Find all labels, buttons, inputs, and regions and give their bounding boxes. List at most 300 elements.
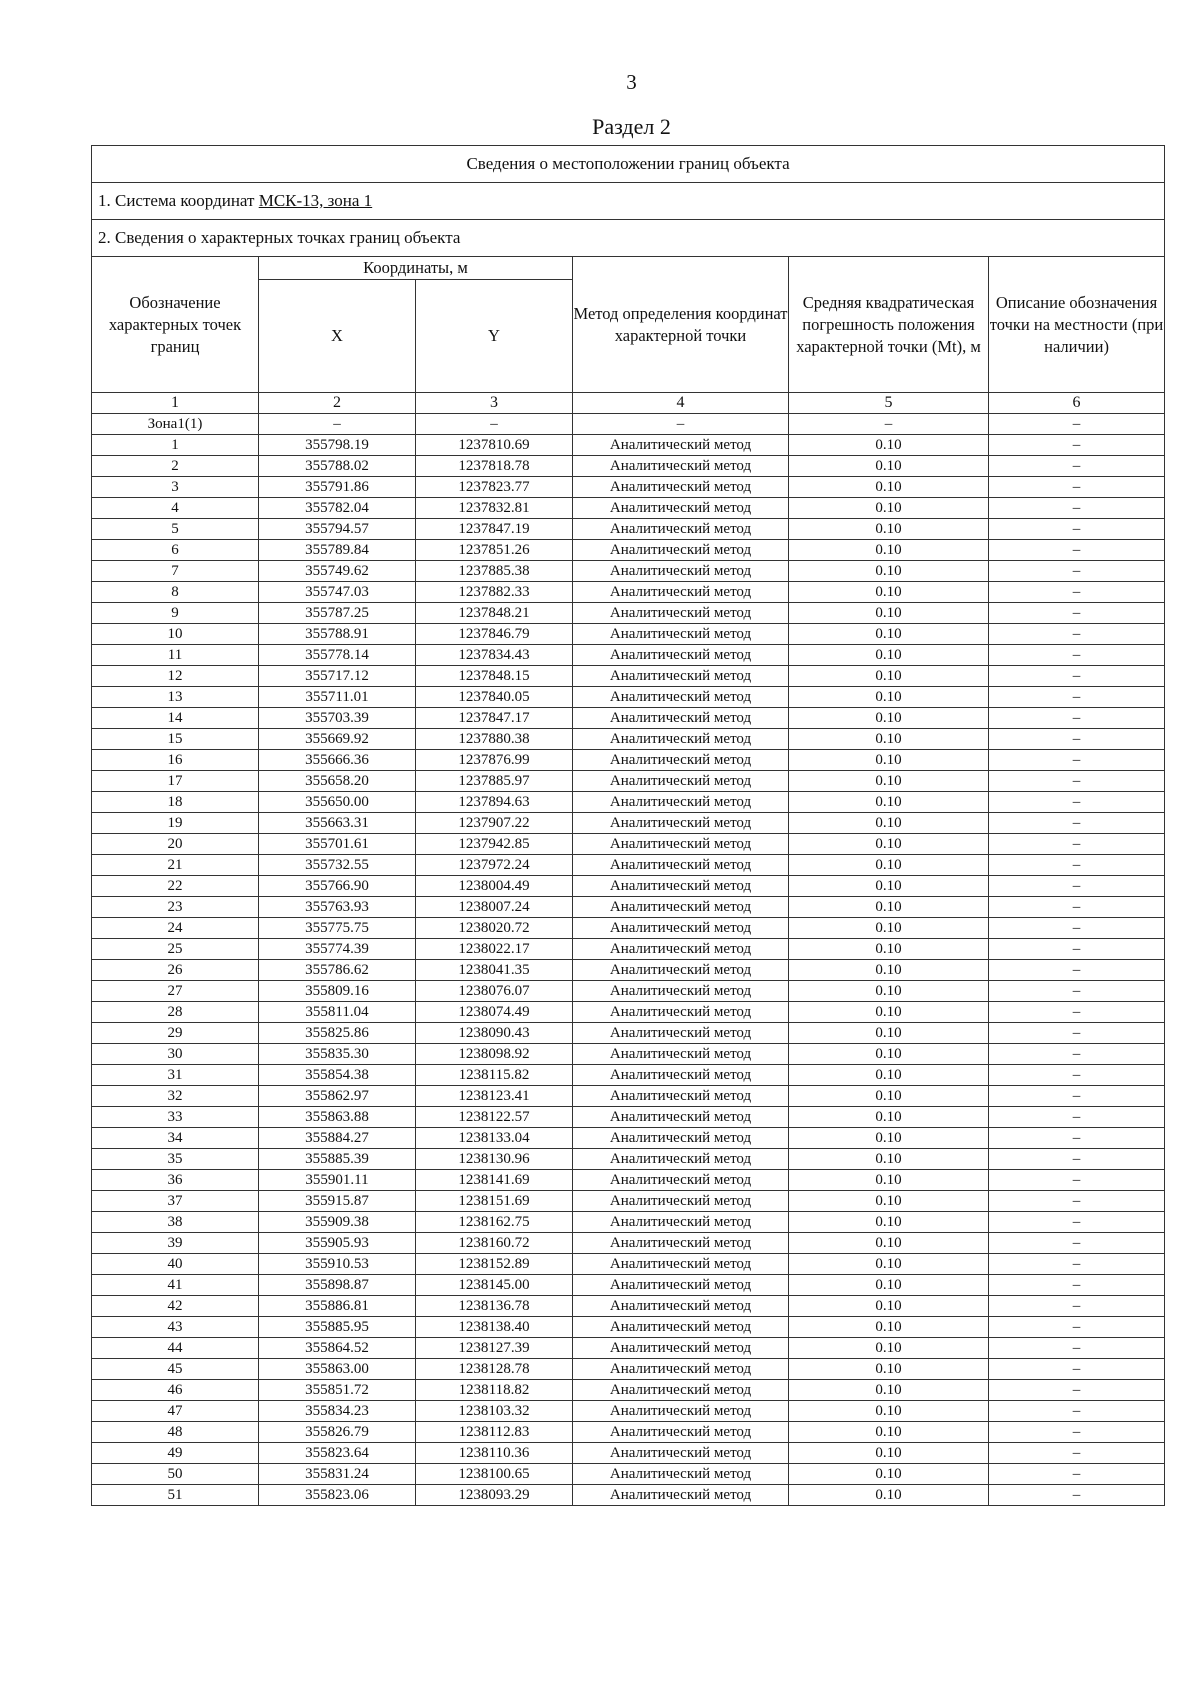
description-cell: – (989, 1254, 1165, 1275)
description-cell: – (989, 666, 1165, 687)
description-cell: – (989, 561, 1165, 582)
method-cell: Аналитический метод (573, 792, 789, 813)
accuracy-cell: 0.10 (789, 813, 989, 834)
method-cell: Аналитический метод (573, 561, 789, 582)
coord-x-cell: 355831.24 (259, 1464, 416, 1485)
description-cell: – (989, 498, 1165, 519)
accuracy-cell: 0.10 (789, 729, 989, 750)
coord-y-cell: 1238098.92 (416, 1044, 573, 1065)
description-cell: – (989, 939, 1165, 960)
coord-x-cell: 355863.88 (259, 1107, 416, 1128)
column-number: 3 (416, 393, 573, 414)
point-id-cell: 8 (92, 582, 259, 603)
coord-y-cell: 1238130.96 (416, 1149, 573, 1170)
table-row (92, 1422, 1165, 1443)
coord-x-cell: 355717.12 (259, 666, 416, 687)
method-cell: Аналитический метод (573, 1485, 789, 1506)
point-id-cell: 29 (92, 1023, 259, 1044)
coord-y-cell: 1237848.15 (416, 666, 573, 687)
coord-y-cell: 1237851.26 (416, 540, 573, 561)
zone-cell: – (573, 414, 789, 435)
point-id-cell: 34 (92, 1128, 259, 1149)
column-number: 6 (989, 393, 1165, 414)
point-id-cell: 44 (92, 1338, 259, 1359)
coord-x-cell: 355825.86 (259, 1023, 416, 1044)
header-y: Y (416, 280, 573, 393)
table-title: Сведения о местоположении границ объекта (92, 146, 1165, 183)
coord-y-cell: 1238162.75 (416, 1212, 573, 1233)
coord-y-cell: 1238004.49 (416, 876, 573, 897)
description-cell: – (989, 1296, 1165, 1317)
description-cell: – (989, 1233, 1165, 1254)
coord-x-cell: 355787.25 (259, 603, 416, 624)
description-cell: – (989, 729, 1165, 750)
method-cell: Аналитический метод (573, 1380, 789, 1401)
point-id-cell: 16 (92, 750, 259, 771)
table-row (92, 519, 1165, 540)
table-row (92, 1128, 1165, 1149)
coord-x-cell: 355864.52 (259, 1338, 416, 1359)
point-id-cell: 10 (92, 624, 259, 645)
zone-cell: – (789, 414, 989, 435)
description-cell: – (989, 645, 1165, 666)
point-id-cell: 30 (92, 1044, 259, 1065)
point-id-cell: 1 (92, 435, 259, 456)
table-row (92, 1443, 1165, 1464)
point-id-cell: 9 (92, 603, 259, 624)
point-id-cell: 49 (92, 1443, 259, 1464)
description-cell: – (989, 540, 1165, 561)
coord-x-cell: 355901.11 (259, 1170, 416, 1191)
point-id-cell: 38 (92, 1212, 259, 1233)
coord-y-cell: 1238138.40 (416, 1317, 573, 1338)
method-cell: Аналитический метод (573, 1422, 789, 1443)
accuracy-cell: 0.10 (789, 498, 989, 519)
point-id-cell: 23 (92, 897, 259, 918)
accuracy-cell: 0.10 (789, 1002, 989, 1023)
point-id-cell: 31 (92, 1065, 259, 1086)
description-cell: – (989, 1401, 1165, 1422)
method-cell: Аналитический метод (573, 1023, 789, 1044)
description-cell: – (989, 519, 1165, 540)
header-method: Метод определения координат характерной точки (573, 257, 789, 393)
method-cell: Аналитический метод (573, 1128, 789, 1149)
coord-x-cell: 355788.02 (259, 456, 416, 477)
coord-y-cell: 1237972.24 (416, 855, 573, 876)
accuracy-cell: 0.10 (789, 666, 989, 687)
coord-y-cell: 1238110.36 (416, 1443, 573, 1464)
method-cell: Аналитический метод (573, 834, 789, 855)
coord-y-cell: 1238100.65 (416, 1464, 573, 1485)
table-row (92, 1191, 1165, 1212)
table-row (92, 1254, 1165, 1275)
coord-y-cell: 1237880.38 (416, 729, 573, 750)
description-cell: – (989, 1464, 1165, 1485)
coord-y-cell: 1237847.19 (416, 519, 573, 540)
table-row (92, 1296, 1165, 1317)
description-cell: – (989, 1422, 1165, 1443)
table-row (92, 855, 1165, 876)
zone-cell: – (416, 414, 573, 435)
coord-x-cell: 355775.75 (259, 918, 416, 939)
coord-y-cell: 1238090.43 (416, 1023, 573, 1044)
coord-x-cell: 355910.53 (259, 1254, 416, 1275)
coord-y-cell: 1237834.43 (416, 645, 573, 666)
coord-y-cell: 1238123.41 (416, 1086, 573, 1107)
coord-y-cell: 1238115.82 (416, 1065, 573, 1086)
coord-x-cell: 355862.97 (259, 1086, 416, 1107)
accuracy-cell: 0.10 (789, 1128, 989, 1149)
method-cell: Аналитический метод (573, 1296, 789, 1317)
description-cell: – (989, 1086, 1165, 1107)
table-row (92, 456, 1165, 477)
accuracy-cell: 0.10 (789, 876, 989, 897)
point-id-cell: 33 (92, 1107, 259, 1128)
header-x: X (259, 280, 416, 393)
description-cell: – (989, 960, 1165, 981)
point-id-cell: 4 (92, 498, 259, 519)
method-cell: Аналитический метод (573, 1275, 789, 1296)
method-cell: Аналитический метод (573, 1086, 789, 1107)
coord-system-value: МСК-13, зона 1 (258, 191, 373, 210)
point-id-cell: 43 (92, 1317, 259, 1338)
point-id-cell: 45 (92, 1359, 259, 1380)
coord-y-cell: 1237885.38 (416, 561, 573, 582)
points-heading: 2. Сведения о характерных точках границ объекта (92, 220, 1165, 257)
page-number: 3 (626, 70, 637, 94)
point-id-cell: 42 (92, 1296, 259, 1317)
accuracy-cell: 0.10 (789, 1233, 989, 1254)
table-row (92, 1212, 1165, 1233)
table-row (92, 1359, 1165, 1380)
header-accuracy: Средняя квадратическая погрешность положения характерной точки (Mt), м (789, 257, 989, 393)
coord-x-cell: 355823.64 (259, 1443, 416, 1464)
table-row (92, 1149, 1165, 1170)
accuracy-cell: 0.10 (789, 1380, 989, 1401)
method-cell: Аналитический метод (573, 687, 789, 708)
description-cell: – (989, 456, 1165, 477)
method-cell: Аналитический метод (573, 855, 789, 876)
table-title-row (92, 146, 1165, 183)
coord-y-cell: 1237832.81 (416, 498, 573, 519)
table-row (92, 771, 1165, 792)
coord-x-cell: 355885.39 (259, 1149, 416, 1170)
table-row (92, 477, 1165, 498)
coord-y-cell: 1237876.99 (416, 750, 573, 771)
accuracy-cell: 0.10 (789, 960, 989, 981)
table-row (92, 561, 1165, 582)
coord-y-cell: 1238133.04 (416, 1128, 573, 1149)
accuracy-cell: 0.10 (789, 897, 989, 918)
accuracy-cell: 0.10 (789, 1338, 989, 1359)
coord-x-cell: 355798.19 (259, 435, 416, 456)
accuracy-cell: 0.10 (789, 477, 989, 498)
accuracy-cell: 0.10 (789, 519, 989, 540)
coord-x-cell: 355886.81 (259, 1296, 416, 1317)
table-row (92, 897, 1165, 918)
point-id-cell: 2 (92, 456, 259, 477)
coord-y-cell: 1238041.35 (416, 960, 573, 981)
method-cell: Аналитический метод (573, 1212, 789, 1233)
coord-y-cell: 1237818.78 (416, 456, 573, 477)
point-id-cell: 27 (92, 981, 259, 1002)
method-cell: Аналитический метод (573, 939, 789, 960)
coord-y-cell: 1238020.72 (416, 918, 573, 939)
coord-y-cell: 1238122.57 (416, 1107, 573, 1128)
description-cell: – (989, 1338, 1165, 1359)
description-cell: – (989, 897, 1165, 918)
table-row (92, 1275, 1165, 1296)
coord-y-cell: 1238022.17 (416, 939, 573, 960)
table-row (92, 645, 1165, 666)
method-cell: Аналитический метод (573, 540, 789, 561)
coord-x-cell: 355663.31 (259, 813, 416, 834)
accuracy-cell: 0.10 (789, 603, 989, 624)
section-title: Раздел 2 (592, 114, 671, 139)
coord-y-cell: 1238103.32 (416, 1401, 573, 1422)
description-cell: – (989, 624, 1165, 645)
coord-x-cell: 355791.86 (259, 477, 416, 498)
point-id-cell: 51 (92, 1485, 259, 1506)
accuracy-cell: 0.10 (789, 1485, 989, 1506)
coord-y-cell: 1238127.39 (416, 1338, 573, 1359)
description-cell: – (989, 1107, 1165, 1128)
coord-x-cell: 355823.06 (259, 1485, 416, 1506)
point-id-cell: 17 (92, 771, 259, 792)
table-row (92, 1044, 1165, 1065)
header-description: Описание обозначения точки на местности (при наличии) (989, 257, 1165, 393)
accuracy-cell: 0.10 (789, 624, 989, 645)
description-cell: – (989, 918, 1165, 939)
method-cell: Аналитический метод (573, 1443, 789, 1464)
table-row (92, 708, 1165, 729)
column-number: 4 (573, 393, 789, 414)
coord-x-cell: 355834.23 (259, 1401, 416, 1422)
coord-y-cell: 1237846.79 (416, 624, 573, 645)
coord-x-cell: 355658.20 (259, 771, 416, 792)
description-cell: – (989, 1317, 1165, 1338)
description-cell: – (989, 813, 1165, 834)
method-cell: Аналитический метод (573, 582, 789, 603)
description-cell: – (989, 477, 1165, 498)
coord-y-cell: 1238128.78 (416, 1359, 573, 1380)
coord-x-cell: 355732.55 (259, 855, 416, 876)
boundary-points-table (91, 145, 1165, 1506)
accuracy-cell: 0.10 (789, 1275, 989, 1296)
accuracy-cell: 0.10 (789, 645, 989, 666)
method-cell: Аналитический метод (573, 981, 789, 1002)
method-cell: Аналитический метод (573, 1338, 789, 1359)
table-row (92, 729, 1165, 750)
table-row (92, 918, 1165, 939)
point-id-cell: 39 (92, 1233, 259, 1254)
point-id-cell: 48 (92, 1422, 259, 1443)
point-id-cell: 7 (92, 561, 259, 582)
coord-y-cell: 1238076.07 (416, 981, 573, 1002)
method-cell: Аналитический метод (573, 750, 789, 771)
table-row (92, 834, 1165, 855)
accuracy-cell: 0.10 (789, 981, 989, 1002)
coord-x-cell: 355669.92 (259, 729, 416, 750)
coord-x-cell: 355788.91 (259, 624, 416, 645)
description-cell: – (989, 1212, 1165, 1233)
description-cell: – (989, 771, 1165, 792)
point-id-cell: 11 (92, 645, 259, 666)
coord-y-cell: 1238118.82 (416, 1380, 573, 1401)
coord-x-cell: 355749.62 (259, 561, 416, 582)
table-row (92, 603, 1165, 624)
table-row (92, 1485, 1165, 1506)
coord-y-cell: 1238093.29 (416, 1485, 573, 1506)
coord-y-cell: 1237907.22 (416, 813, 573, 834)
coord-x-cell: 355863.00 (259, 1359, 416, 1380)
coord-y-cell: 1238112.83 (416, 1422, 573, 1443)
accuracy-cell: 0.10 (789, 1191, 989, 1212)
description-cell: – (989, 708, 1165, 729)
point-id-cell: 13 (92, 687, 259, 708)
description-cell: – (989, 1128, 1165, 1149)
method-cell: Аналитический метод (573, 1107, 789, 1128)
point-id-cell: 35 (92, 1149, 259, 1170)
description-cell: – (989, 1044, 1165, 1065)
accuracy-cell: 0.10 (789, 1401, 989, 1422)
accuracy-cell: 0.10 (789, 561, 989, 582)
coord-x-cell: 355778.14 (259, 645, 416, 666)
coord-x-cell: 355885.95 (259, 1317, 416, 1338)
coord-y-cell: 1238074.49 (416, 1002, 573, 1023)
accuracy-cell: 0.10 (789, 1023, 989, 1044)
table-row (92, 498, 1165, 519)
coord-y-cell: 1238141.69 (416, 1170, 573, 1191)
accuracy-cell: 0.10 (789, 1065, 989, 1086)
zone-cell: – (259, 414, 416, 435)
coord-system-prefix: 1. Система координат (98, 191, 255, 210)
coord-system-row (92, 183, 1165, 220)
method-cell: Аналитический метод (573, 666, 789, 687)
accuracy-cell: 0.10 (789, 1086, 989, 1107)
coord-y-cell: 1237882.33 (416, 582, 573, 603)
coord-y-cell: 1238151.69 (416, 1191, 573, 1212)
coord-x-cell: 355711.01 (259, 687, 416, 708)
accuracy-cell: 0.10 (789, 834, 989, 855)
coord-x-cell: 355789.84 (259, 540, 416, 561)
description-cell: – (989, 687, 1165, 708)
coord-x-cell: 355915.87 (259, 1191, 416, 1212)
point-id-cell: 18 (92, 792, 259, 813)
method-cell: Аналитический метод (573, 645, 789, 666)
accuracy-cell: 0.10 (789, 540, 989, 561)
accuracy-cell: 0.10 (789, 771, 989, 792)
coord-x-cell: 355666.36 (259, 750, 416, 771)
accuracy-cell: 0.10 (789, 1296, 989, 1317)
table-row (92, 981, 1165, 1002)
method-cell: Аналитический метод (573, 1065, 789, 1086)
accuracy-cell: 0.10 (789, 1422, 989, 1443)
coord-x-cell: 355905.93 (259, 1233, 416, 1254)
point-id-cell: 47 (92, 1401, 259, 1422)
table-row (92, 1086, 1165, 1107)
accuracy-cell: 0.10 (789, 918, 989, 939)
description-cell: – (989, 1065, 1165, 1086)
method-cell: Аналитический метод (573, 1254, 789, 1275)
accuracy-cell: 0.10 (789, 1317, 989, 1338)
point-id-cell: 21 (92, 855, 259, 876)
method-cell: Аналитический метод (573, 897, 789, 918)
accuracy-cell: 0.10 (789, 1464, 989, 1485)
description-cell: – (989, 1443, 1165, 1464)
table-row (92, 435, 1165, 456)
accuracy-cell: 0.10 (789, 855, 989, 876)
point-id-cell: 5 (92, 519, 259, 540)
coord-y-cell: 1238136.78 (416, 1296, 573, 1317)
description-cell: – (989, 1380, 1165, 1401)
coord-x-cell: 355782.04 (259, 498, 416, 519)
table-row (92, 1380, 1165, 1401)
table-row (92, 1170, 1165, 1191)
coord-y-cell: 1238152.89 (416, 1254, 573, 1275)
point-id-cell: 3 (92, 477, 259, 498)
accuracy-cell: 0.10 (789, 1359, 989, 1380)
method-cell: Аналитический метод (573, 1191, 789, 1212)
accuracy-cell: 0.10 (789, 456, 989, 477)
column-numbers-row (92, 393, 1165, 414)
accuracy-cell: 0.10 (789, 939, 989, 960)
accuracy-cell: 0.10 (789, 1212, 989, 1233)
table-row (92, 1002, 1165, 1023)
coord-x-cell: 355766.90 (259, 876, 416, 897)
accuracy-cell: 0.10 (789, 582, 989, 603)
method-cell: Аналитический метод (573, 1044, 789, 1065)
coord-y-cell: 1237942.85 (416, 834, 573, 855)
method-cell: Аналитический метод (573, 1002, 789, 1023)
method-cell: Аналитический метод (573, 1464, 789, 1485)
coord-x-cell: 355774.39 (259, 939, 416, 960)
description-cell: – (989, 876, 1165, 897)
table-row (92, 1317, 1165, 1338)
column-number: 2 (259, 393, 416, 414)
coord-x-cell: 355851.72 (259, 1380, 416, 1401)
method-cell: Аналитический метод (573, 771, 789, 792)
table-row (92, 687, 1165, 708)
method-cell: Аналитический метод (573, 1170, 789, 1191)
description-cell: – (989, 750, 1165, 771)
coord-y-cell: 1237823.77 (416, 477, 573, 498)
table-row (92, 540, 1165, 561)
table-row (92, 813, 1165, 834)
point-id-cell: 20 (92, 834, 259, 855)
column-number: 5 (789, 393, 989, 414)
point-id-cell: 14 (92, 708, 259, 729)
method-cell: Аналитический метод (573, 1317, 789, 1338)
point-id-cell: 46 (92, 1380, 259, 1401)
coord-y-cell: 1238007.24 (416, 897, 573, 918)
method-cell: Аналитический метод (573, 876, 789, 897)
description-cell: – (989, 834, 1165, 855)
method-cell: Аналитический метод (573, 813, 789, 834)
description-cell: – (989, 582, 1165, 603)
method-cell: Аналитический метод (573, 708, 789, 729)
zone-row (92, 414, 1165, 435)
coord-x-cell: 355909.38 (259, 1212, 416, 1233)
method-cell: Аналитический метод (573, 477, 789, 498)
table-row (92, 1401, 1165, 1422)
coord-x-cell: 355809.16 (259, 981, 416, 1002)
method-cell: Аналитический метод (573, 918, 789, 939)
accuracy-cell: 0.10 (789, 792, 989, 813)
accuracy-cell: 0.10 (789, 1443, 989, 1464)
accuracy-cell: 0.10 (789, 1254, 989, 1275)
description-cell: – (989, 1149, 1165, 1170)
